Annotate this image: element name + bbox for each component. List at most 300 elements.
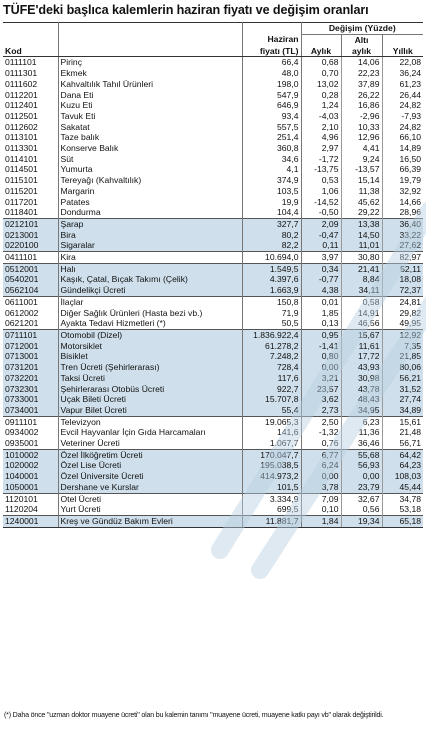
table-row <box>3 111 423 122</box>
cell-code: 0712001 <box>3 341 58 352</box>
cell-six-month-change: 46,56 <box>341 318 382 329</box>
cell-price: 728,4 <box>242 362 301 373</box>
cell-code: 0411101 <box>3 252 58 264</box>
cell-yearly-change: 108,03 <box>382 471 423 482</box>
cell-yearly-change: 14,66 <box>399 196 422 207</box>
cell-name: İlaçlar <box>58 296 242 307</box>
cell-monthly-change: 0,10 <box>301 504 341 515</box>
cell-price: 1.663,9 <box>242 285 301 296</box>
cell-price: 10.694,0 <box>242 252 301 264</box>
cell-name: Evcil Hayvanlar İçin Gıda Harcamaları <box>58 427 242 438</box>
cell-six-month-change: 43,78 <box>341 384 382 395</box>
cell-monthly-change: 3,97 <box>301 252 341 264</box>
table-row <box>3 68 423 79</box>
cell-code: 0118401 <box>3 207 58 218</box>
cell-yearly-change: 36,24 <box>399 68 422 79</box>
header-spacer <box>301 34 341 45</box>
table-row <box>3 405 423 416</box>
table-row <box>3 252 423 264</box>
cell-code: 0111602 <box>3 79 58 90</box>
cell-six-month-change: 37,89 <box>341 79 382 90</box>
cell-six-month-change: 15,67 <box>341 329 382 340</box>
table-row <box>3 384 423 395</box>
cell-code: 0220100 <box>3 240 58 251</box>
cell-code: 0117201 <box>3 197 58 208</box>
cell-yearly-change: 72,37 <box>382 285 423 296</box>
cell-monthly-change: 1,85 <box>301 308 341 319</box>
cell-six-month-change: 16,86 <box>341 100 382 111</box>
cpi-table <box>3 22 423 528</box>
cell-price: 374,9 <box>242 175 301 186</box>
table-row <box>3 296 423 307</box>
cell-yearly-change: 24,81 <box>382 296 423 307</box>
cell-price: 104,4 <box>242 207 301 218</box>
header-price-line1: Haziran <box>242 34 301 45</box>
table-row <box>3 351 423 362</box>
cell-name: Kaşık, Çatal, Bıçak Takımı (Çelik) <box>58 274 242 285</box>
cell-monthly-change: 13,02 <box>301 79 341 90</box>
cell-monthly-change: 4,96 <box>301 132 341 143</box>
cell-code: 1120101 <box>3 493 58 504</box>
table-body <box>3 57 423 527</box>
cell-price: 66,4 <box>242 57 301 68</box>
cell-monthly-change: 2,73 <box>301 405 341 416</box>
cell-price: 150,8 <box>242 296 301 307</box>
cell-price: 646,9 <box>242 100 301 111</box>
header-spacer <box>382 34 423 45</box>
cell-yearly-change: 33,22 <box>382 230 423 241</box>
cell-monthly-change: 3,78 <box>301 482 341 493</box>
cell-monthly-change: 0,34 <box>301 263 341 274</box>
cell-six-month-change: 55,68 <box>341 449 382 460</box>
cell-yearly-change: 32,92 <box>399 185 422 196</box>
cell-yearly-change: 56,71 <box>399 438 422 449</box>
cell-name: Dondurma <box>58 207 242 218</box>
cell-name: Televizyon <box>58 416 242 427</box>
cell-six-month-change: -13,57 <box>341 164 382 175</box>
cell-name: Sigaralar <box>58 240 242 251</box>
header-yearly: Yıllık <box>382 45 423 57</box>
cell-six-month-change: 23,79 <box>341 482 382 493</box>
cell-monthly-change: 2,10 <box>301 122 341 133</box>
cell-name: Diğer Sağlık Ürünleri (Hasta bezi vb.) <box>58 308 242 319</box>
cell-name: Dershane ve Kurslar <box>58 482 242 493</box>
cpi-table-container <box>3 22 423 528</box>
cell-monthly-change: 0,80 <box>301 351 341 362</box>
cell-yearly-change: 27,62 <box>382 240 423 251</box>
cell-price: 101,5 <box>242 482 301 493</box>
cell-six-month-change: 10,33 <box>341 122 382 133</box>
cell-price: 48,0 <box>242 68 301 79</box>
cell-price: 327,7 <box>242 218 301 229</box>
cell-six-month-change: 15,14 <box>341 175 382 186</box>
cell-name: Şarap <box>58 218 242 229</box>
cell-six-month-change: 0,00 <box>341 471 382 482</box>
header-spacer <box>3 34 58 45</box>
table-row <box>3 493 423 504</box>
table-row <box>3 90 423 101</box>
cell-monthly-change: 0,68 <box>301 57 341 68</box>
cell-name: Özel İlköğretim Ücreti <box>58 449 242 460</box>
cell-yearly-change: 49,95 <box>399 318 422 329</box>
cell-yearly-change: 7,35 <box>382 341 423 352</box>
cell-six-month-change: 9,24 <box>341 154 382 165</box>
cell-code: 0611001 <box>3 296 58 307</box>
cell-yearly-change: 34,78 <box>382 493 423 504</box>
table-row <box>3 438 423 449</box>
cell-code: 1020002 <box>3 460 58 471</box>
cell-yearly-change: 26,44 <box>399 89 422 100</box>
cell-code: 0112602 <box>3 122 58 133</box>
header-code: Kod <box>3 45 58 57</box>
table-row <box>3 471 423 482</box>
cell-monthly-change: -1,32 <box>301 427 341 438</box>
table-row <box>3 449 423 460</box>
cell-name: Sakatat <box>58 122 242 133</box>
cell-monthly-change: 0,00 <box>301 362 341 373</box>
cell-name: Taksi Ücreti <box>58 373 242 384</box>
cell-monthly-change: -0,47 <box>301 230 341 241</box>
cell-price: 3.334,9 <box>242 493 301 504</box>
cell-code: 1040001 <box>3 471 58 482</box>
cell-name: Yumurta <box>58 164 242 175</box>
cell-price: 55,4 <box>242 405 301 416</box>
cell-six-month-change: 8,84 <box>341 274 382 285</box>
cell-yearly-change: 45,44 <box>382 482 423 493</box>
cell-name: Motorsiklet <box>58 341 242 352</box>
cell-six-month-change: 14,06 <box>341 57 382 68</box>
cell-name: Veteriner Ücreti <box>58 438 242 449</box>
cell-yearly-change: 64,23 <box>382 460 423 471</box>
cell-code: 0112201 <box>3 90 58 101</box>
cell-code: 0562104 <box>3 285 58 296</box>
cell-yearly-change: 16,50 <box>399 153 422 164</box>
cell-six-month-change: 56,93 <box>341 460 382 471</box>
cell-code: 0213001 <box>3 230 58 241</box>
cell-price: 11.881,7 <box>242 515 301 527</box>
cell-code: 0732201 <box>3 373 58 384</box>
cell-yearly-change: 27,74 <box>382 394 423 405</box>
cell-code: 0113301 <box>3 143 58 154</box>
cell-monthly-change: 2,50 <box>301 416 341 427</box>
cell-name: Taze balık <box>58 132 242 143</box>
cell-yearly-change: 29,82 <box>399 307 422 318</box>
cell-six-month-change: 19,34 <box>341 515 382 527</box>
cell-monthly-change: 1,24 <box>301 100 341 111</box>
cell-monthly-change: 1,84 <box>301 515 341 527</box>
cell-price: 170.047,7 <box>242 449 301 460</box>
table-row <box>3 318 423 329</box>
table-row <box>3 164 423 175</box>
cell-yearly-change: 56,21 <box>382 373 423 384</box>
table-row <box>3 57 423 68</box>
cell-name: Uçak Bileti Ücreti <box>58 394 242 405</box>
cell-six-month-change: 22,23 <box>341 68 382 79</box>
cell-name: Halı <box>58 263 242 274</box>
cell-six-month-change: 0,56 <box>341 504 382 515</box>
cell-six-month-change: 29,22 <box>341 207 382 218</box>
cell-yearly-change: 24,82 <box>399 100 422 111</box>
cell-monthly-change: 0,28 <box>301 90 341 101</box>
cell-price: 50,5 <box>242 318 301 329</box>
cell-monthly-change: 0,53 <box>301 175 341 186</box>
cell-yearly-change: 52,11 <box>382 263 423 274</box>
table-title: TÜFE'deki başlıca kalemlerin haziran fiyatı ve değişim oranları <box>3 3 369 17</box>
table-row <box>3 154 423 165</box>
cell-name: Bira <box>58 230 242 241</box>
table-row <box>3 207 423 218</box>
table-row <box>3 274 423 285</box>
cell-name: Otomobil (Dizel) <box>58 329 242 340</box>
cell-name: Tereyağı (Kahvaltılık) <box>58 175 242 186</box>
cell-six-month-change: 12,96 <box>341 132 382 143</box>
cell-price: 251,4 <box>242 132 301 143</box>
cell-yearly-change: -7,93 <box>401 110 422 121</box>
cell-monthly-change: 7,09 <box>301 493 341 504</box>
cell-six-month-change: 30,98 <box>341 373 382 384</box>
table-row <box>3 175 423 186</box>
cell-price: 360,8 <box>242 143 301 154</box>
cell-yearly-change: 65,18 <box>382 515 423 527</box>
cell-code: 0734001 <box>3 405 58 416</box>
table-header <box>3 23 423 57</box>
cell-monthly-change: -1,41 <box>301 341 341 352</box>
cell-monthly-change: -4,03 <box>301 111 341 122</box>
table-row <box>3 427 423 438</box>
cell-code: 0732301 <box>3 384 58 395</box>
table-row <box>3 308 423 319</box>
cell-code: 0612002 <box>3 308 58 319</box>
cell-yearly-change: 82,97 <box>382 252 423 264</box>
cell-code: 0621201 <box>3 318 58 329</box>
cell-price: 61.278,2 <box>242 341 301 352</box>
table-row <box>3 263 423 274</box>
cell-code: 0111101 <box>3 57 58 68</box>
cell-six-month-change: 45,62 <box>341 197 382 208</box>
cell-price: 4,1 <box>242 164 301 175</box>
cell-name: Ekmek <box>58 68 242 79</box>
cell-price: 1.067,7 <box>242 438 301 449</box>
cell-yearly-change: 66,39 <box>399 164 422 175</box>
cell-code: 0111301 <box>3 68 58 79</box>
cell-name: Otel Ücreti <box>58 493 242 504</box>
cell-monthly-change: -13,75 <box>301 164 341 175</box>
header-six-month-line2: aylık <box>341 45 382 57</box>
cell-six-month-change: 0,58 <box>341 296 382 307</box>
cell-six-month-change: 13,38 <box>341 218 382 229</box>
cell-name: Yurt Ücreti <box>58 504 242 515</box>
cell-six-month-change: 43,93 <box>341 362 382 373</box>
table-row <box>3 285 423 296</box>
cell-price: 1.549,5 <box>242 263 301 274</box>
table-row <box>3 416 423 427</box>
cell-monthly-change: -0,50 <box>301 207 341 218</box>
cell-code: 1240001 <box>3 515 58 527</box>
table-row <box>3 79 423 90</box>
cell-six-month-change: 21,41 <box>341 263 382 274</box>
cell-six-month-change: 48,43 <box>341 394 382 405</box>
cell-code: 0934002 <box>3 427 58 438</box>
cell-monthly-change: 2,09 <box>301 218 341 229</box>
cell-monthly-change: 2,97 <box>301 143 341 154</box>
cell-price: 7.248,2 <box>242 351 301 362</box>
cell-six-month-change: 17,72 <box>341 351 382 362</box>
table-row <box>3 515 423 527</box>
cell-price: 19,9 <box>242 197 301 208</box>
cell-price: 414.973,2 <box>242 471 301 482</box>
cell-monthly-change: 4,38 <box>301 285 341 296</box>
table-row <box>3 186 423 197</box>
cell-name: Süt <box>58 154 242 165</box>
cell-monthly-change: 3,21 <box>301 373 341 384</box>
cell-six-month-change: 30,80 <box>341 252 382 264</box>
table-row <box>3 197 423 208</box>
cell-name: Kreş ve Gündüz Bakım Evleri <box>58 515 242 527</box>
cell-six-month-change: 11,38 <box>341 186 382 197</box>
table-row <box>3 143 423 154</box>
table-row <box>3 460 423 471</box>
cell-code: 0212101 <box>3 218 58 229</box>
cell-price: 195.038,5 <box>242 460 301 471</box>
cell-yearly-change: 61,23 <box>399 78 422 89</box>
cell-monthly-change: 6,24 <box>301 460 341 471</box>
table-row <box>3 122 423 133</box>
cell-monthly-change: 0,76 <box>301 438 341 449</box>
cell-monthly-change: 1,06 <box>301 186 341 197</box>
cell-yearly-change: 66,10 <box>399 132 422 143</box>
cell-price: 71,9 <box>242 308 301 319</box>
cell-price: 117,6 <box>242 373 301 384</box>
cell-name: Patates <box>58 197 242 208</box>
cell-yearly-change: 21,85 <box>382 351 423 362</box>
header-six-month-line1: Altı <box>341 34 382 45</box>
cell-price: 141,6 <box>242 427 301 438</box>
cell-monthly-change: -0,77 <box>301 274 341 285</box>
cell-six-month-change: -2,96 <box>341 111 382 122</box>
header-price-line2: fiyatı (TL) <box>242 45 301 57</box>
table-row <box>3 394 423 405</box>
cell-name: Kahvaltılık Tahıl Ürünleri <box>58 79 242 90</box>
cell-six-month-change: 14,50 <box>341 230 382 241</box>
cell-monthly-change: 23,57 <box>301 384 341 395</box>
cell-price: 19.065,3 <box>242 416 301 427</box>
cell-code: 0935001 <box>3 438 58 449</box>
table-row <box>3 100 423 111</box>
cell-price: 80,2 <box>242 230 301 241</box>
cell-six-month-change: 36,46 <box>341 438 382 449</box>
cell-name: Şehirlerarası Otobüs Ücreti <box>58 384 242 395</box>
header-spacer <box>58 23 242 35</box>
cell-yearly-change: 34,89 <box>382 405 423 416</box>
cell-yearly-change: 36,40 <box>382 218 423 229</box>
cell-price: 557,5 <box>242 122 301 133</box>
cell-yearly-change: 12,92 <box>382 329 423 340</box>
header-monthly: Aylık <box>301 45 341 57</box>
cell-monthly-change: 0,01 <box>301 296 341 307</box>
header-change-group: Değişim (Yüzde) <box>301 23 423 35</box>
header-spacer <box>58 34 242 45</box>
header-spacer <box>3 23 58 35</box>
cell-six-month-change: 26,22 <box>341 90 382 101</box>
cell-code: 1120204 <box>3 504 58 515</box>
cell-code: 0540201 <box>3 274 58 285</box>
cell-name: Vapur Bilet Ücreti <box>58 405 242 416</box>
table-row <box>3 341 423 352</box>
cell-code: 0911101 <box>3 416 58 427</box>
cell-six-month-change: 34,95 <box>341 405 382 416</box>
cell-code: 0115101 <box>3 175 58 186</box>
cell-monthly-change: 0,00 <box>301 471 341 482</box>
cell-yearly-change: 53,18 <box>399 504 422 515</box>
cell-code: 0731201 <box>3 362 58 373</box>
table-row <box>3 373 423 384</box>
table-row <box>3 230 423 241</box>
cell-code: 1010002 <box>3 449 58 460</box>
cell-monthly-change: 6,77 <box>301 449 341 460</box>
cell-name: Tavuk Eti <box>58 111 242 122</box>
cell-code: 0115201 <box>3 186 58 197</box>
cell-price: 922,7 <box>242 384 301 395</box>
cell-monthly-change: 3,62 <box>301 394 341 405</box>
cell-yearly-change: 21,48 <box>399 427 422 438</box>
cell-yearly-change: 15,61 <box>382 416 423 427</box>
cell-yearly-change: 64,42 <box>382 449 423 460</box>
cell-price: 93,4 <box>242 111 301 122</box>
cell-yearly-change: 24,82 <box>399 121 422 132</box>
cell-price: 4.397,6 <box>242 274 301 285</box>
cell-name: Kuzu Eti <box>58 100 242 111</box>
cell-price: 34,6 <box>242 154 301 165</box>
cell-name: Pirinç <box>58 57 242 68</box>
cell-price: 82,2 <box>242 240 301 251</box>
cell-name: Özel Lise Ücreti <box>58 460 242 471</box>
cell-name: Tren Ücreti (Şehirlerarası) <box>58 362 242 373</box>
cell-six-month-change: 32,67 <box>341 493 382 504</box>
cell-price: 198,0 <box>242 79 301 90</box>
footnote: (*) Daha önce "uzman doktor muayene ücreti" olan bu kalemin tanımı "muayene ücreti, muayene katkı payı vb" olarak değiştirildi. <box>4 711 384 719</box>
cell-code: 0713001 <box>3 351 58 362</box>
cell-code: 0112401 <box>3 100 58 111</box>
cell-monthly-change: 0,95 <box>301 329 341 340</box>
cell-name: Konserve Balık <box>58 143 242 154</box>
cell-yearly-change: 80,06 <box>382 362 423 373</box>
cell-monthly-change: 0,11 <box>301 240 341 251</box>
cell-name: Özel Üniversite Ücreti <box>58 471 242 482</box>
cell-code: 0733001 <box>3 394 58 405</box>
header-spacer <box>58 45 242 57</box>
cell-six-month-change: 14,91 <box>341 308 382 319</box>
table-row <box>3 362 423 373</box>
cell-six-month-change: 11,01 <box>341 240 382 251</box>
cell-name: Kira <box>58 252 242 264</box>
cell-price: 15.707,8 <box>242 394 301 405</box>
cell-name: Bisiklet <box>58 351 242 362</box>
cell-name: Dana Eti <box>58 90 242 101</box>
cell-code: 0711101 <box>3 329 58 340</box>
table-row <box>3 240 423 251</box>
table-row <box>3 482 423 493</box>
cell-yearly-change: 18,08 <box>382 274 423 285</box>
cell-six-month-change: 11,36 <box>341 427 382 438</box>
cell-price: 1.836.922,4 <box>242 329 301 340</box>
cell-code: 0114101 <box>3 154 58 165</box>
table-row <box>3 218 423 229</box>
cell-yearly-change: 28,96 <box>399 207 422 218</box>
cell-price: 699,5 <box>242 504 301 515</box>
cell-price: 103,5 <box>242 186 301 197</box>
cell-price: 547,9 <box>242 90 301 101</box>
cell-yearly-change: 31,52 <box>382 384 423 395</box>
